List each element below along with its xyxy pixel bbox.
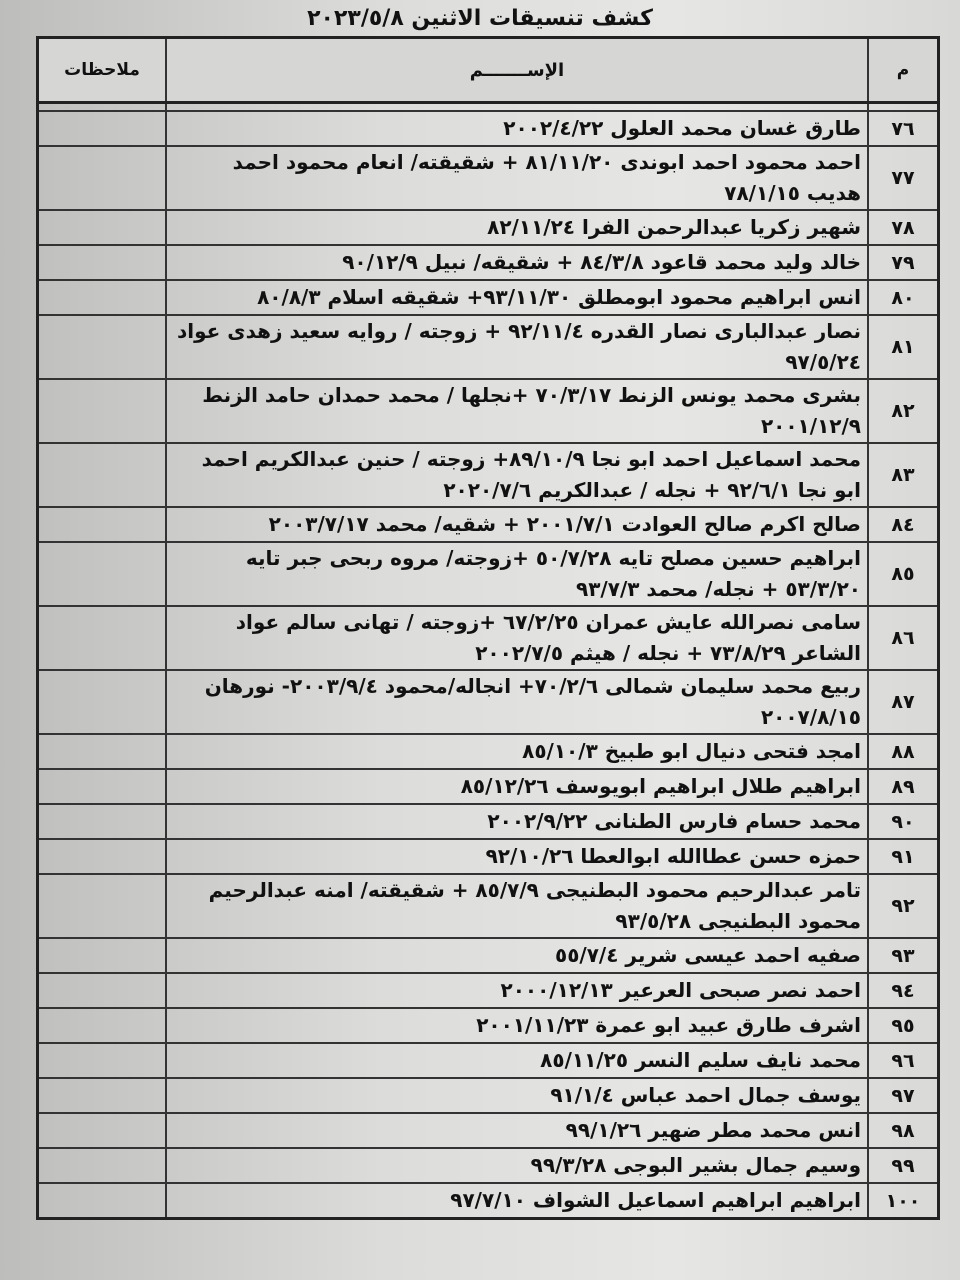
table-row [38,769,939,804]
row-name: يوسف جمال احمد عباس ٩١/١/٤ [166,1078,868,1113]
table-row [38,1008,939,1043]
row-number: ٩٤ [868,973,939,1008]
row-notes [38,1078,167,1113]
header-separator [38,103,939,112]
row-notes [38,734,167,769]
row-name: اشرف طارق عبيد ابو عمرة ٢٠٠١/١١/٢٣ [166,1008,868,1043]
row-number: ٩٠ [868,804,939,839]
row-name: ابراهيم حسين مصلح تايه ٥٠/٧/٢٨ +زوجته/ مروه ربحى جبر تايه ٥٣/٣/٢٠ + نجله/ محمد ٩٣/٧/٣ [166,542,868,606]
table-row [38,670,939,734]
row-number: ٩٥ [868,1008,939,1043]
header-notes: ملاحظات [38,38,167,103]
row-number: ٩٣ [868,938,939,973]
row-notes [38,443,167,507]
row-number: ٨٧ [868,670,939,734]
row-number: ٨٨ [868,734,939,769]
row-number: ٧٦ [868,111,939,146]
row-name: ابراهيم ابراهيم اسماعيل الشواف ٩٧/٧/١٠ [166,1183,868,1219]
row-number: ٨٢ [868,379,939,443]
row-name: نصار عبدالبارى نصار القدره ٩٢/١١/٤ + زوجته / روايه سعيد زهدى عواد ٩٧/٥/٢٤ [166,315,868,379]
row-name: سامى نصرالله عايش عمران ٦٧/٢/٢٥ +زوجته / تهانى سالم عواد الشاعر ٧٣/٨/٢٩ + نجله / هيثم ٢٠٠٢/٧/٥ [166,606,868,670]
row-number: ٨٣ [868,443,939,507]
row-name: وسيم جمال بشير البوجى ٩٩/٣/٢٨ [166,1148,868,1183]
row-number: ٩٩ [868,1148,939,1183]
row-name: محمد اسماعيل احمد ابو نجا ٨٩/١٠/٩+ زوجته / حنين عبدالكريم احمد ابو نجا ٩٢/٦/١ + نجله / عبدالكريم ٢٠٢٠/٧/٦ [166,443,868,507]
row-number: ٨٠ [868,280,939,315]
row-notes [38,973,167,1008]
row-notes [38,542,167,606]
table-row [38,507,939,542]
row-notes [38,606,167,670]
table-row [38,874,939,938]
row-number: ٩٦ [868,1043,939,1078]
row-notes [38,874,167,938]
table-row [38,734,939,769]
table-header-row [38,38,939,103]
row-number: ٨١ [868,315,939,379]
row-name: شهير زكريا عبدالرحمن الفرا ٨٢/١١/٢٤ [166,210,868,245]
table-row [38,1148,939,1183]
row-name: صالح اكرم صالح العوادت ٢٠٠١/٧/١ + شقيه/ محمد ٢٠٠٣/٧/١٧ [166,507,868,542]
row-notes [38,1113,167,1148]
row-notes [38,210,167,245]
row-name: انس محمد مطر ضهير ٩٩/١/٢٦ [166,1113,868,1148]
row-notes [38,804,167,839]
row-name: صفيه احمد عيسى شرير ٥٥/٧/٤ [166,938,868,973]
row-name: تامر عبدالرحيم محمود البطنيجى ٨٥/٧/٩ + شقيقته/ امنه عبدالرحيم محمود البطنيجى ٩٣/٥/٢٨ [166,874,868,938]
header-number: م [868,38,939,103]
row-notes [38,146,167,210]
row-notes [38,111,167,146]
row-notes [38,769,167,804]
row-number: ٧٧ [868,146,939,210]
table-row [38,1078,939,1113]
row-number: ٨٥ [868,542,939,606]
row-name: محمد نايف سليم النسر ٨٥/١١/٢٥ [166,1043,868,1078]
row-number: ٨٤ [868,507,939,542]
table-row [38,839,939,874]
row-number: ٨٦ [868,606,939,670]
row-name: ربيع محمد سليمان شمالى ٧٠/٢/٦+ انجاله/محمود ٢٠٠٣/٩/٤- نورهان ٢٠٠٧/٨/١٥ [166,670,868,734]
row-name: محمد حسام فارس الطنانى ٢٠٠٢/٩/٢٢ [166,804,868,839]
row-name: ابراهيم طلال ابراهيم ابويوسف ٨٥/١٢/٢٦ [166,769,868,804]
row-number: ٩١ [868,839,939,874]
table-row [38,804,939,839]
row-notes [38,245,167,280]
row-name: حمزه حسن عطاالله ابوالعطا ٩٢/١٠/٢٦ [166,839,868,874]
row-number: ٨٩ [868,769,939,804]
row-name: طارق غسان محمد العلول ٢٠٠٢/٤/٢٢ [166,111,868,146]
row-notes [38,938,167,973]
row-notes [38,280,167,315]
table-row [38,315,939,379]
row-notes [38,839,167,874]
table-row [38,210,939,245]
row-notes [38,379,167,443]
row-name: احمد محمود احمد ابوندى ٨١/١١/٢٠ + شقيقته/ انعام محمود احمد هديب ٧٨/١/١٥ [166,146,868,210]
row-name: امجد فتحى دنيال ابو طبيخ ٨٥/١٠/٣ [166,734,868,769]
row-name: بشرى محمد يونس الزنط ٧٠/٣/١٧ +نجلها / محمد حمدان حامد الزنط ٢٠٠١/١٢/٩ [166,379,868,443]
table-row [38,146,939,210]
header-name: الإســـــــم [166,38,868,103]
row-notes [38,507,167,542]
row-number: ١٠٠ [868,1183,939,1219]
row-name: انس ابراهيم محمود ابومطلق ٩٣/١١/٣٠+ شقيقه اسلام ٨٠/٨/٣ [166,280,868,315]
table-row [38,443,939,507]
table-row [38,542,939,606]
row-notes [38,1148,167,1183]
document-title: كشف تنسيقات الاثنين ٢٠٢٣/٥/٨ [307,6,653,31]
table-row [38,280,939,315]
row-notes [38,315,167,379]
row-name: خالد وليد محمد قاعود ٨٤/٣/٨ + شقيقه/ نبيل ٩٠/١٢/٩ [166,245,868,280]
table-row [38,1113,939,1148]
table-row [38,111,939,146]
row-notes [38,1008,167,1043]
table-row [38,606,939,670]
table-row [38,1043,939,1078]
row-notes [38,1183,167,1219]
table-row [38,938,939,973]
row-number: ٩٢ [868,874,939,938]
row-notes [38,670,167,734]
row-number: ٩٨ [868,1113,939,1148]
table-row [38,1183,939,1219]
row-name: احمد نصر صبحى العرعير ٢٠٠٠/١٢/١٣ [166,973,868,1008]
table-row [38,379,939,443]
row-number: ٩٧ [868,1078,939,1113]
row-notes [38,1043,167,1078]
names-table [36,36,940,1220]
table-row [38,245,939,280]
table-row [38,973,939,1008]
row-number: ٧٩ [868,245,939,280]
row-number: ٧٨ [868,210,939,245]
